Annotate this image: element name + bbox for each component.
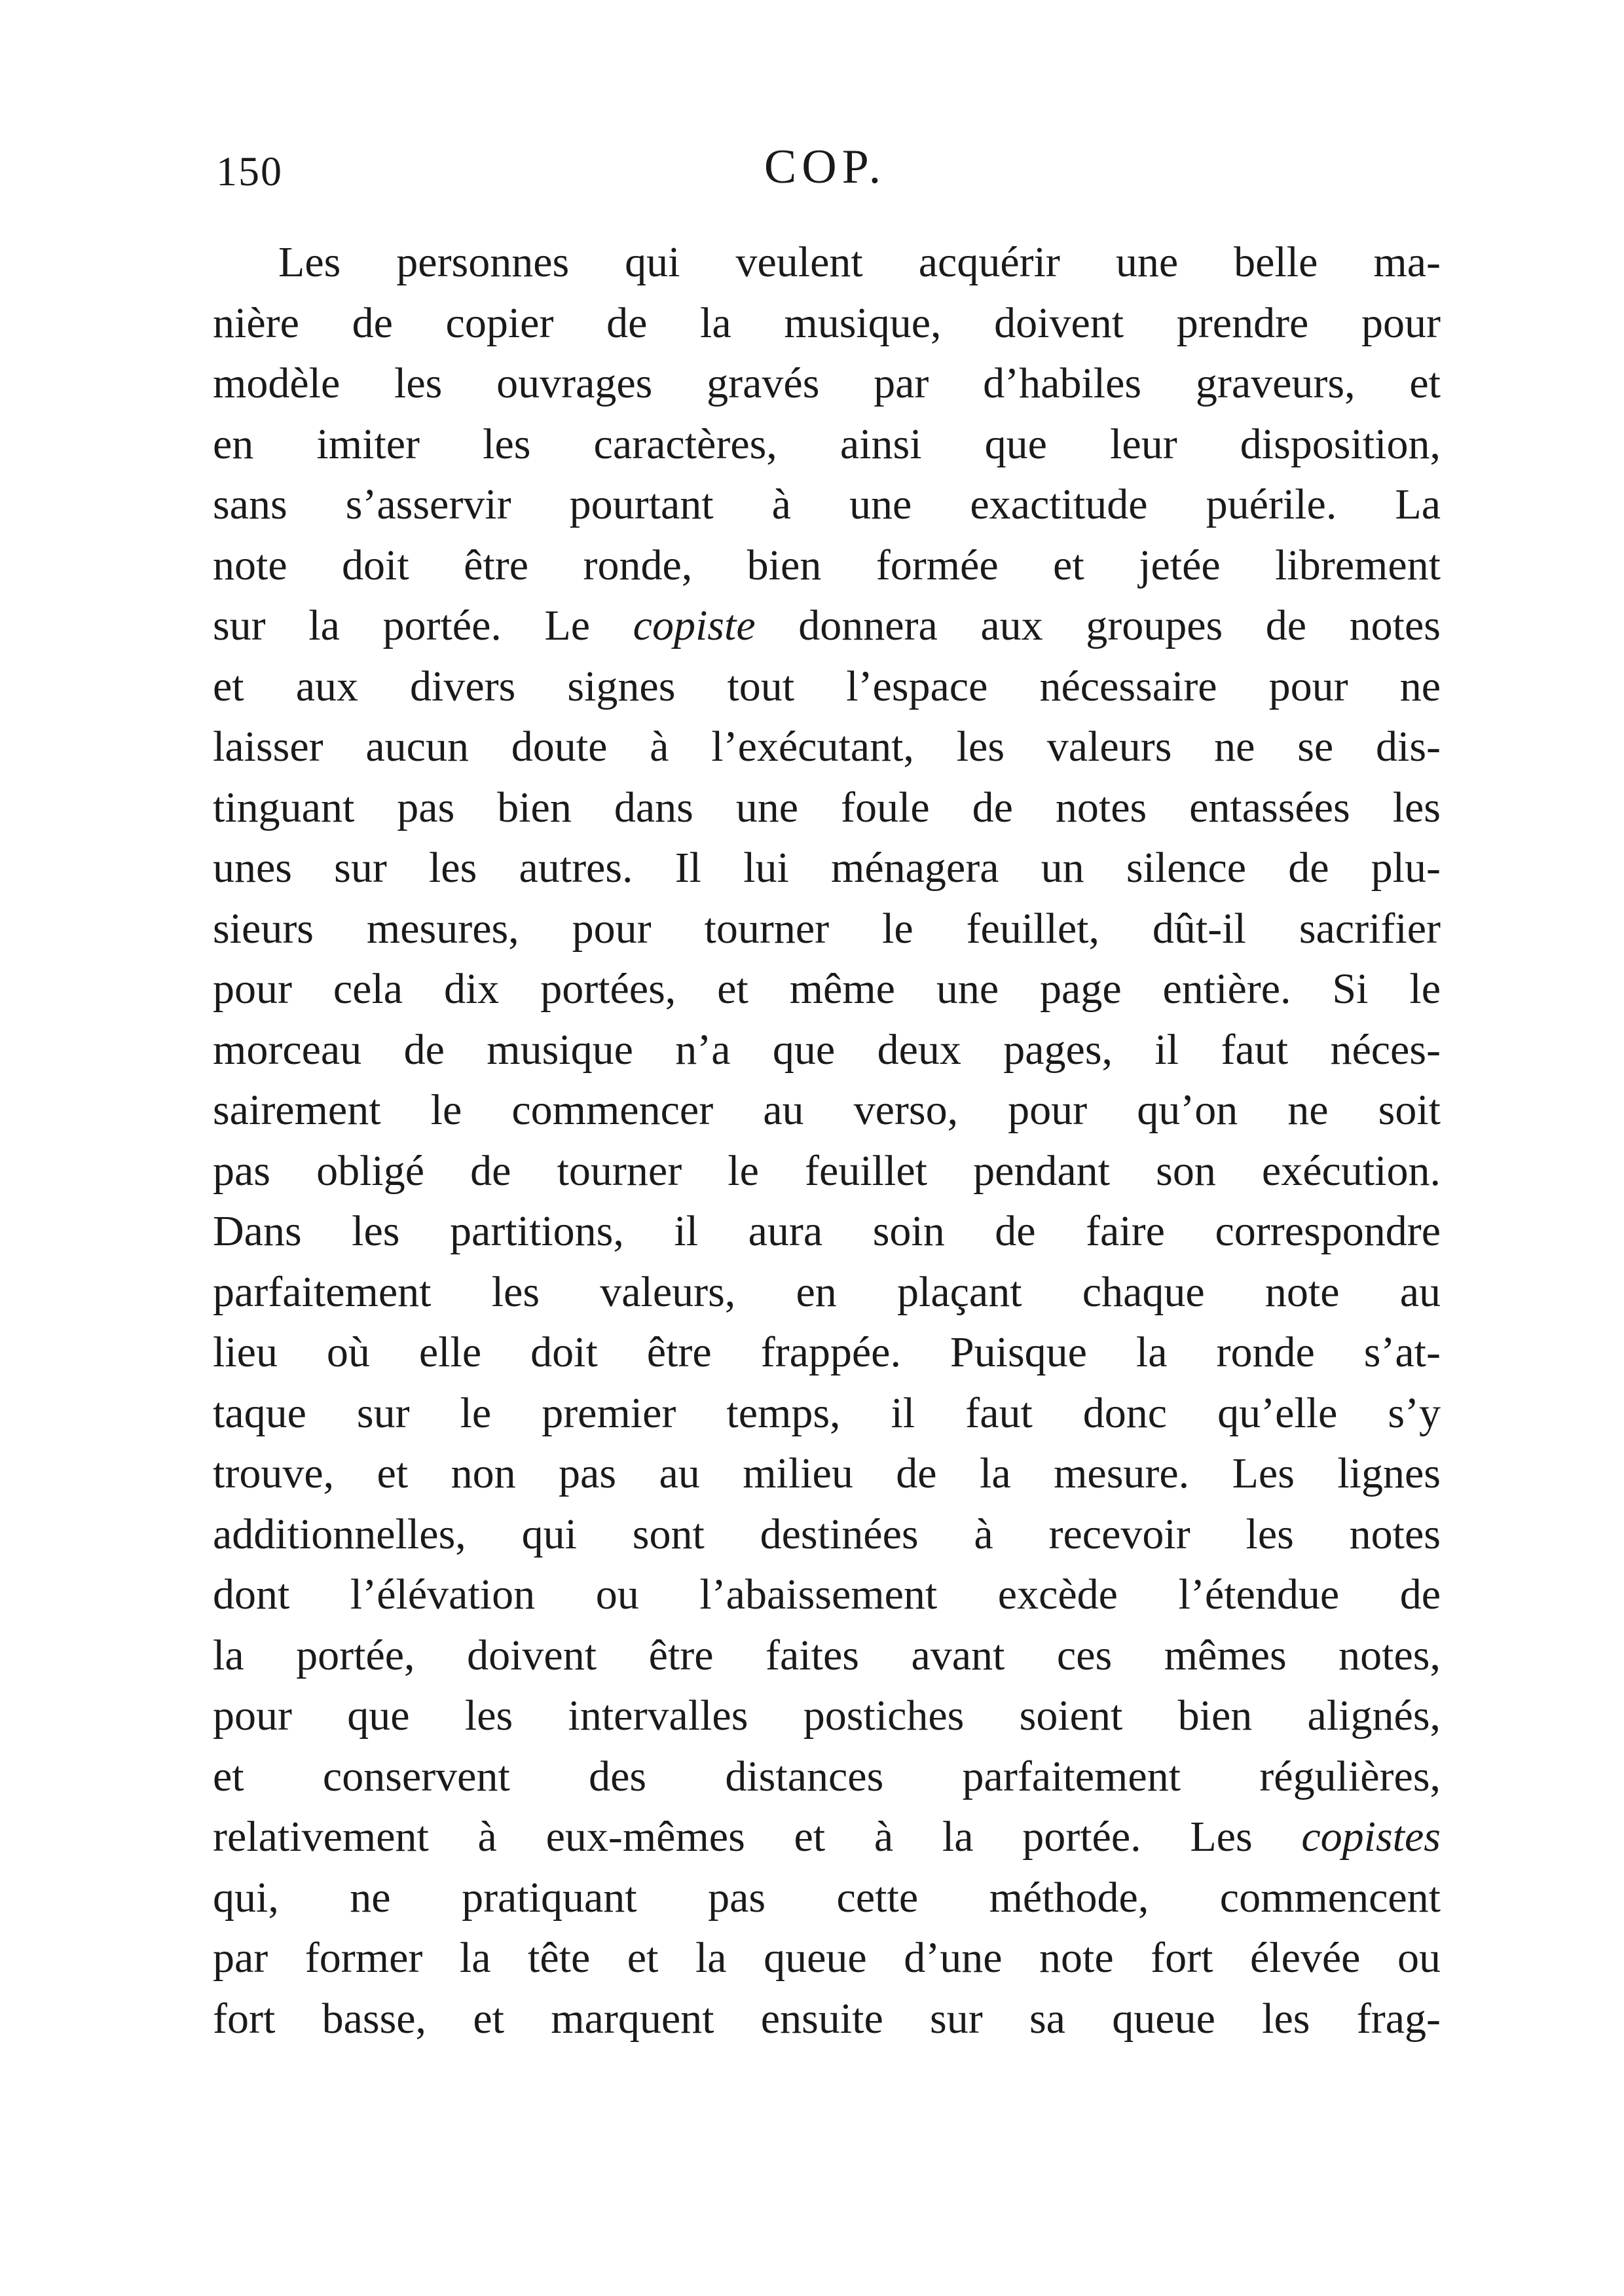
page-header [216, 134, 1434, 213]
text-segment: pour cela dix portées, et même une page entière. Si le [213, 965, 1441, 1013]
text-segment: nière de copier de la musique, doivent prendre pour [213, 299, 1441, 347]
text-line [213, 778, 1441, 839]
text-line [213, 1928, 1441, 1989]
text-line [213, 1020, 1441, 1081]
text-line [213, 232, 1441, 293]
text-segment: sans s’asservir pourtant à une exactitude puérile. La [213, 481, 1441, 528]
text-line [213, 414, 1441, 475]
page-number: 150 [216, 148, 283, 194]
text-segment: taque sur le premier temps, il faut donc qu’elle s’y [213, 1389, 1441, 1437]
text-segment: et aux divers signes tout l’espace nécessaire pour ne [213, 662, 1441, 710]
text-line [213, 899, 1441, 960]
text-line [213, 1747, 1441, 1808]
text-segment: fort basse, et marquent ensuite sur sa queue les frag- [213, 1994, 1441, 2043]
text-segment: Les personnes qui veulent acquérir une belle ma- [278, 238, 1441, 286]
text-line [213, 1686, 1441, 1747]
text-segment: qui, ne pratiquant pas cette méthode, commencent [213, 1873, 1441, 1922]
text-segment: donnera aux groupes de notes [755, 602, 1441, 649]
text-line [213, 1868, 1441, 1929]
text-segment: note doit être ronde, bien formée et jetée librement [213, 541, 1441, 589]
text-segment: en imiter les caractères, ainsi que leur disposition, [213, 420, 1441, 468]
text-line [213, 657, 1441, 718]
text-segment: pas obligé de tourner le feuillet pendant son exécution. [213, 1146, 1441, 1195]
text-line [213, 596, 1441, 657]
text-line [213, 1201, 1441, 1262]
text-segment: sieurs mesures, pour tourner le feuillet, dût-il sacrifier [213, 904, 1441, 953]
text-line [213, 475, 1441, 536]
text-segment: unes sur les autres. Il lui ménagera un silence de plu- [213, 844, 1441, 892]
text-line [213, 1322, 1441, 1383]
text-line [213, 1444, 1441, 1504]
text-segment: par former la tête et la queue d’une note fort élevée ou [213, 1934, 1441, 1982]
body-text [213, 232, 1441, 2049]
italic-term: copiste [633, 602, 756, 649]
text-line [213, 536, 1441, 596]
text-segment: relativement à eux-mêmes et à la portée. Les [213, 1813, 1302, 1861]
text-segment: sairement le commencer au verso, pour qu’on ne soit [213, 1086, 1441, 1134]
text-line [213, 354, 1441, 414]
italic-term: copistes [1301, 1813, 1441, 1861]
text-line [213, 717, 1441, 778]
text-segment: et conservent des distances parfaitement régulières, [213, 1752, 1441, 1800]
text-segment: sur la portée. Le [213, 602, 633, 649]
text-segment: dont l’élévation ou l’abaissement excède l’étendue de [213, 1571, 1441, 1618]
text-segment: pour que les intervalles postiches soient bien alignés, [213, 1692, 1441, 1740]
text-segment: tinguant pas bien dans une foule de notes entassées les [213, 783, 1441, 831]
text-line [213, 1989, 1441, 2050]
text-line [213, 1565, 1441, 1626]
text-segment: lieu où elle doit être frappée. Puisque la ronde s’at- [213, 1328, 1441, 1376]
text-line [213, 1383, 1441, 1444]
text-line [213, 838, 1441, 899]
text-segment: trouve, et non pas au milieu de la mesure. Les lignes [213, 1449, 1441, 1497]
text-line [213, 1262, 1441, 1323]
text-line [213, 1080, 1441, 1141]
text-line [213, 1626, 1441, 1686]
text-segment: Dans les partitions, il aura soin de faire correspondre [213, 1207, 1441, 1255]
text-segment: parfaitement les valeurs, en plaçant chaque note au [213, 1267, 1441, 1316]
text-segment: laisser aucun doute à l’exécutant, les valeurs ne se dis- [213, 723, 1441, 771]
text-segment: additionnelles, qui sont destinées à recevoir les notes [213, 1510, 1441, 1558]
text-line [213, 1141, 1441, 1202]
text-line [213, 1807, 1441, 1868]
running-head: COP. [764, 140, 887, 194]
text-segment: la portée, doivent être faites avant ces mêmes notes, [213, 1631, 1441, 1679]
text-line [213, 959, 1441, 1020]
text-line [213, 1504, 1441, 1565]
text-segment: morceau de musique n’a que deux pages, il faut néces- [213, 1025, 1441, 1074]
text-segment: modèle les ouvrages gravés par d’habiles graveurs, et [213, 359, 1441, 407]
text-line [213, 293, 1441, 354]
